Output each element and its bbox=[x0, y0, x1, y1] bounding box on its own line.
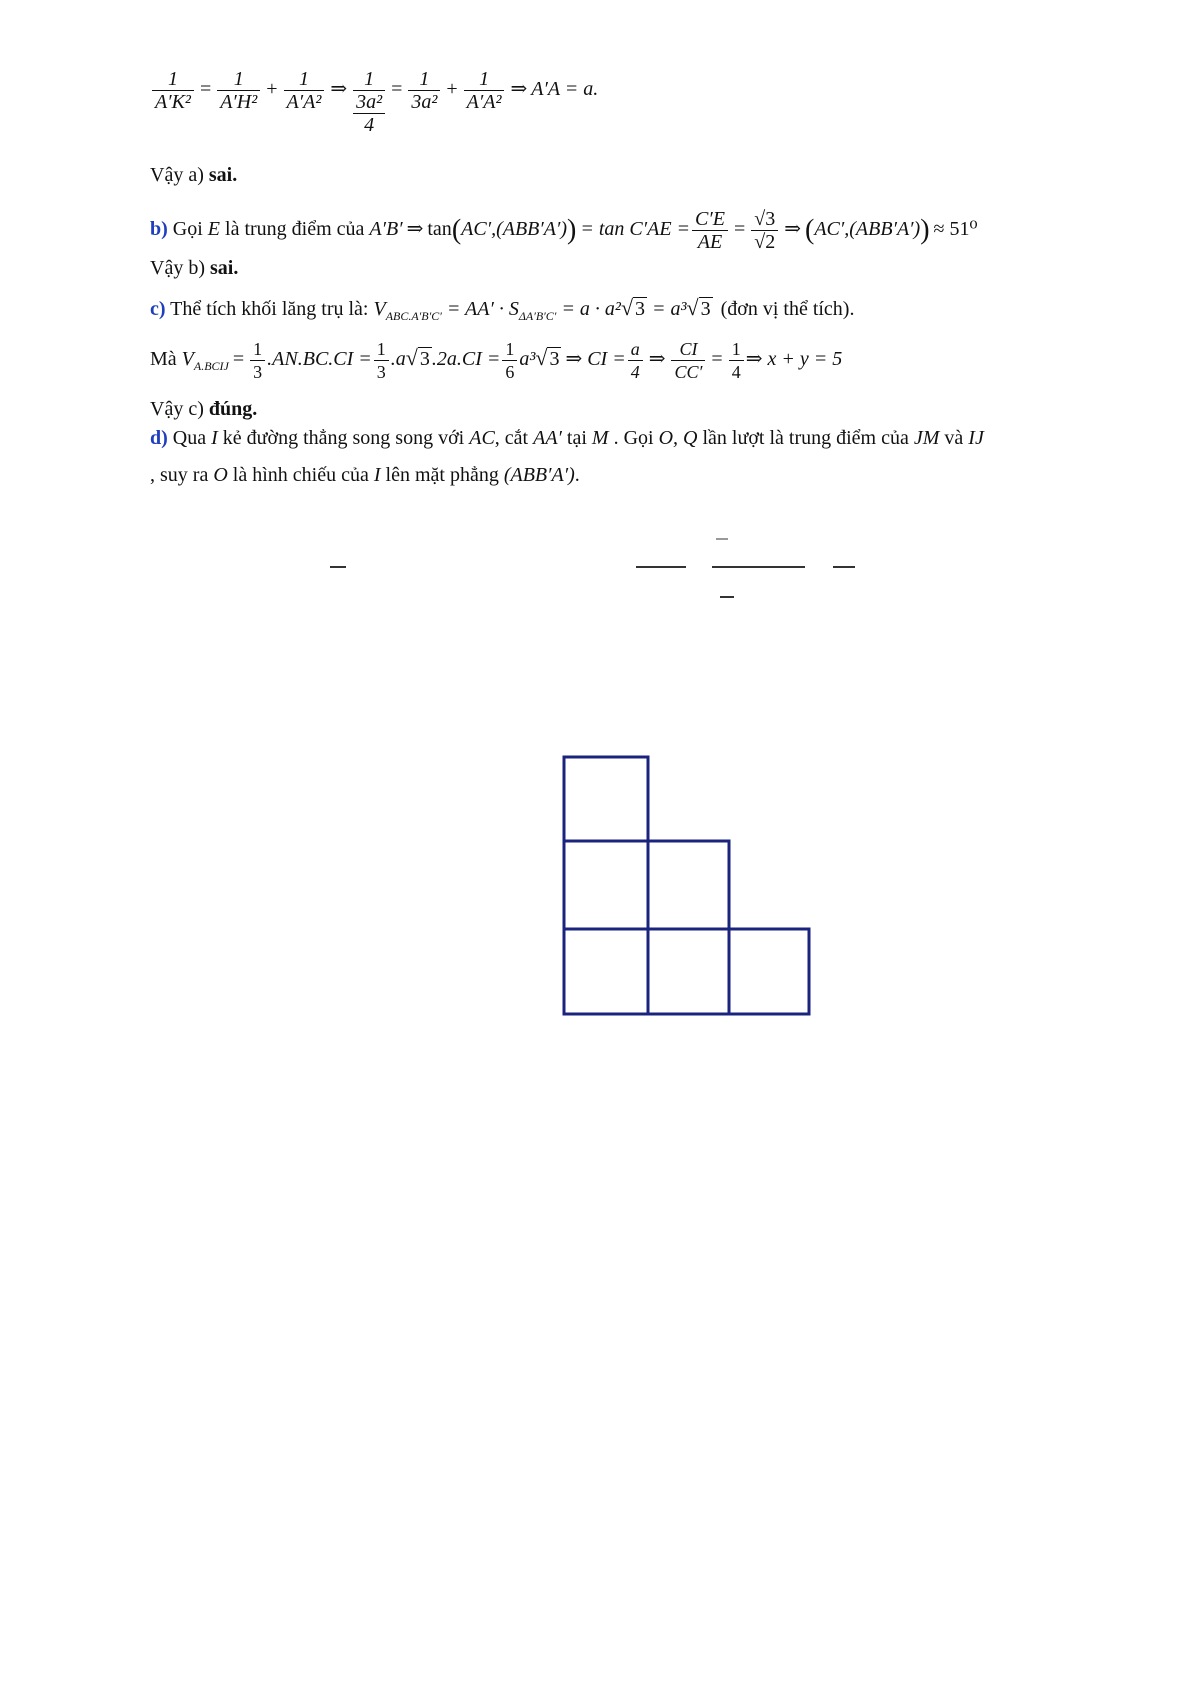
fraction-4: 1 3a² 4 bbox=[353, 68, 385, 136]
fraction-6: $\frac{1}{\text{A′A²}}$ bbox=[464, 68, 505, 113]
grid-square bbox=[564, 757, 648, 841]
conclusion-b: Vậy b) sai. bbox=[150, 257, 239, 279]
fraction-2: $\frac{1}{\text{A′H²}}$ bbox=[217, 68, 260, 113]
part-c: c) Thể tích khối lăng trụ là: $V_{ABC.A'B'C'} = AA' \cdot S_{\Delta A'B'C'} = a \cdot a^2√$ 3 = a³√ 3 (đơn vị thể tích). bbox=[150, 295, 855, 323]
volume-line: Mà $V_{A.BCIJ}$ = $\frac{1}{3}$ .AN.BC.CI = $\frac{1}{3}$ .a√ 3 .2a.CI = $\frac{1}{6}$ a³√ 3 ⇒ CI = $\frac{a}{4}$ ⇒ $\frac{CI}{CC'}$ = $\frac{1}{4}$ ⇒ x + y = 5 bbox=[150, 339, 843, 382]
part-b: b) Gọi E là trung điểm của A′B′ ⇒ tan(AC′,(ABB′A′)) = tan C′AE = $\frac{C'E}{AE}$ = $\frac{√3}{√2}$ ⇒ (AC′,(ABB′A′)) ≈ 51⁰ bbox=[150, 208, 978, 253]
fraction-1: $\frac{1}{\text{A′K²}}$ bbox=[152, 68, 194, 113]
grid-squares bbox=[564, 757, 809, 1014]
conclusion-c: Vậy c) đúng. bbox=[150, 398, 258, 420]
grid-square bbox=[648, 929, 729, 1014]
grid-square bbox=[564, 929, 648, 1014]
part-d-line-2: , suy ra O là hình chiếu của I lên mặt phẳng (ABB′A′). bbox=[150, 464, 580, 486]
fraction-3: $\frac{1}{\text{A′A²}}$ bbox=[284, 68, 325, 113]
grid-square bbox=[564, 841, 648, 929]
ce-ae-fraction: $\frac{C'E}{AE}$ bbox=[692, 208, 728, 253]
equation-line-1: $\frac{1}{\text{A′K²}}$ = $\frac{1}{\text{A′H²}}$ + $\frac{1}{\text{A′A²}}$ ⇒ 1 3a² 4 = $\frac{1}{\text{3a²}}$ + $\frac{1}{\text{A′A²}}$ ⇒ A′A = a. bbox=[150, 68, 598, 136]
conclusion-a: Vậy a) sai. bbox=[150, 164, 238, 186]
fraction-5: $\frac{1}{\text{3a²}}$ bbox=[408, 68, 440, 113]
sqrt-fraction: $\frac{√3}{√2}$ bbox=[751, 208, 778, 253]
result-a: A′A = a. bbox=[531, 78, 599, 101]
part-d-line-1: d) Qua I kẻ đường thẳng song song với AC, cắt AA′ tại M . Gọi O, Q lần lượt là trung điểm của JM và IJ bbox=[150, 427, 984, 449]
grid-square bbox=[648, 841, 729, 929]
grid-square bbox=[729, 929, 809, 1014]
